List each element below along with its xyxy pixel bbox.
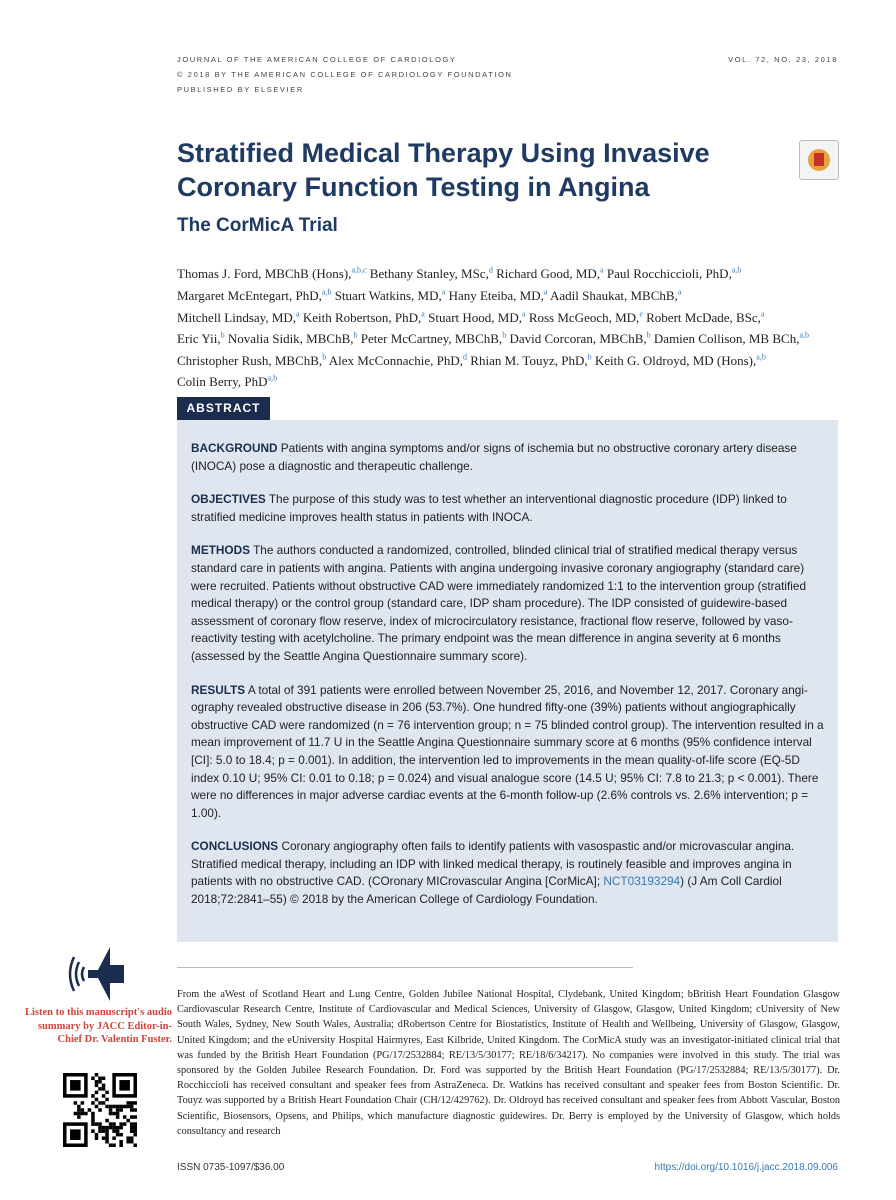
author xyxy=(496,266,607,281)
author xyxy=(449,288,550,303)
author-list xyxy=(177,262,847,392)
author xyxy=(529,310,646,325)
author-name: Richard Good, MD, xyxy=(496,266,601,282)
abstract-section xyxy=(191,682,824,823)
author-name: Novalia Sidik, MBChB, xyxy=(227,331,354,347)
crossmark-icon[interactable] xyxy=(799,140,839,180)
author-name: Aadil Shaukat, MBChB, xyxy=(549,287,678,303)
affiliation-marker[interactable]: a xyxy=(677,287,682,297)
author-name: Christopher Rush, MBChB, xyxy=(177,352,323,368)
author xyxy=(303,310,428,325)
audio-summary-text[interactable]: Listen to this manuscript's audio summary by JACC Editor-in-Chief Dr. Valentin Fuster. xyxy=(24,1007,172,1045)
author-name: Stuart Watkins, MD, xyxy=(334,287,442,303)
affiliation-marker[interactable]: a,b,c xyxy=(351,266,367,275)
qr-code[interactable] xyxy=(63,1073,137,1147)
affiliation-marker[interactable]: a,b xyxy=(321,287,332,297)
affiliation-marker[interactable]: b xyxy=(502,330,507,340)
author-name: Paul Rocchiccioli, PhD, xyxy=(606,266,732,282)
author xyxy=(428,310,529,325)
section-keyword: CONCLUSIONS xyxy=(191,839,279,854)
article-subtitle: The CorMicA Trial xyxy=(177,215,338,236)
section-keyword: METHODS xyxy=(191,543,250,558)
author-name: Rhian M. Touyz, PhD, xyxy=(470,352,588,368)
volume-info: VOL. 72, NO. 23, 2018 xyxy=(728,55,838,64)
author xyxy=(470,353,595,368)
affiliation-marker[interactable]: b xyxy=(322,352,327,362)
affiliation-marker[interactable]: a,b xyxy=(799,330,810,340)
author-name: Mitchell Lindsay, MD, xyxy=(177,309,297,325)
affiliation-marker[interactable]: b xyxy=(353,330,358,340)
author-name: Eric Yii, xyxy=(177,331,221,347)
abstract-heading: ABSTRACT xyxy=(177,397,270,420)
author xyxy=(177,288,335,303)
author-name: Stuart Hood, MD, xyxy=(428,309,522,325)
issn: ISSN 0735-1097/$36.00 xyxy=(177,1162,285,1173)
author xyxy=(177,310,303,325)
author-name: Bethany Stanley, MSc, xyxy=(369,266,489,282)
affiliation-marker[interactable]: b xyxy=(587,352,592,362)
author xyxy=(329,353,471,368)
affiliation-marker[interactable]: d xyxy=(488,266,493,275)
abstract-conclusions xyxy=(191,838,824,908)
affiliation-marker[interactable]: a xyxy=(522,309,526,319)
section-keyword: RESULTS xyxy=(191,682,246,697)
author xyxy=(177,266,370,281)
author xyxy=(550,288,681,303)
author xyxy=(177,374,277,389)
author-name: Hany Eteiba, MD, xyxy=(448,287,544,303)
affiliation-marker[interactable]: a,b xyxy=(756,352,766,362)
trial-registration-link[interactable]: NCT03193294 xyxy=(603,874,681,889)
section-text: The purpose of this study was to test whether an interventional diagnostic procedure (IDP) linked to stratified medicine improves health status in patients with INOCA. xyxy=(191,492,787,524)
author xyxy=(228,331,361,346)
divider xyxy=(177,967,633,968)
author-name: Colin Berry, PhD xyxy=(177,374,268,390)
affiliations-footnote: From the aWest of Scotland Heart and Lung Centre, Golden Jubilee National Hospital, Clydebank, United Kingdom; bBritish Heart Foundation Glasgow Cardiovascular Research Centre, Institute of Cardiovascular and Medical Sciences, University of Glasgow, Glasgow, United Kingdom; cUniversity of New South Wales, Sydney, New South Wales, Australia; dRobertson Centre for Biostatistics, Institute of Health and Wellbeing, University of Glasgow, Glasgow, United Kingdom; and the eUniversity Hospital Hairmyres, East Kilbride, United Kingdom. The CorMicA study was an investigator-initiated clinical trial that was funded by the British Heart Foundation (PG/17/2532884; RE/13/5/30177; RE/18/6/34217). No companies were involved in this study. The trial was sponsored by the Golden Jubilee Research Foundation. Dr. Ford was supported by the British Heart Foundation (PG/17/2532884; RE/13/5/30177). Dr. Rocchiccioli has received consultant and speaker fees from AstraZeneca. Dr. Watkins has received consultant and speaker fees from Boston Scientific. Dr. Touyz was supported by a British Heart Foundation Chair (CH/12/429762). Dr. Oldroyd has received consultant and speaker fees from Abbott Vascular, Boston Scientific, Biosensors, Opsens, and Philips, which manufacture diagnostic guidewires. Dr. Berry is employed by the University of Glasgow, which holds consultancy and research xyxy=(177,989,840,1137)
abstract-section xyxy=(191,491,824,526)
author xyxy=(177,353,329,368)
abstract-section xyxy=(191,440,824,475)
affiliation-marker[interactable]: a xyxy=(600,266,604,275)
affiliation-marker[interactable]: a,b xyxy=(267,374,278,384)
copyright: © 2018 BY THE AMERICAN COLLEGE OF CARDIOLOGY FOUNDATION xyxy=(177,70,513,79)
author xyxy=(509,331,653,346)
author-name: Damien Collison, MB BCh, xyxy=(653,331,800,347)
citation-text: ) (J Am Coll Cardiol 2018;72:2841–55) © 2018 by the American College of Cardiology Foundation. xyxy=(191,874,782,907)
publisher: PUBLISHED BY ELSEVIER xyxy=(177,85,304,94)
author-name: Robert McDade, BSc, xyxy=(646,309,761,325)
author-name: Keith Robertson, PhD, xyxy=(302,309,422,325)
section-keyword: OBJECTIVES xyxy=(191,492,266,507)
abstract-section xyxy=(191,542,824,665)
affiliation-marker[interactable]: d xyxy=(463,352,468,362)
section-text: A total of 391 patients were enrolled between November 25, 2016, and November 12, 2017. Coronary angi-ography revealed obstructive disease in 206 (53.7%). One hundred fifty-one (39%) patients without angiographically obstructive CAD were randomized (n = 76 intervention group; n = 75 blinded control group). The intervention resulted in a mean improvement of 11.7 U in the Seattle Angina Questionnaire summary score at 6 months (95% confidence interval [CI]: 5.0 to 18.4; p = 0.001). In addition, the intervention led to improvements in the mean quality-of-life score (EQ-5D index 0.10 U; 95% CI: 0.01 to 0.18; p = 0.024) and visual analogue score (14.5 U; 95% CI: 7.8 to 21.3; p < 0.001). There were no differences in major adverse cardiac events at the 6-month follow-up (2.6% controls vs. 2.6% intervention; p = 1.00). xyxy=(191,682,824,820)
audio-speaker-icon[interactable] xyxy=(66,943,126,1005)
abstract-box xyxy=(177,420,838,942)
author xyxy=(335,288,449,303)
affiliation-marker[interactable]: a xyxy=(760,309,765,319)
affiliation-marker[interactable]: a xyxy=(543,287,548,297)
author xyxy=(370,266,496,281)
section-keyword: BACKGROUND xyxy=(191,441,278,455)
section-text: Patients with angina symptoms and/or signs of ischemia but no obstructive coronary artery disease (INOCA) pose a diagnostic and therapeutic challenge. xyxy=(191,441,797,473)
author xyxy=(607,266,742,281)
section-text: The authors conducted a randomized, controlled, blinded clinical trial of stratified medical therapy versus standard care in patients with angina. Patients with angina undergoing invasive coronary angiography (standard care) were recruited. Patients without obstructive CAD were immediately randomized 1:1 to the intervention group (stratified medical therapy) or the control group (standard care, IDP sham procedure). The IDP consisted of guidewire-based assessment of coronary flow reserve, index of microcirculatory resistance, fractional flow reserve, followed by vaso-reactivity testing with acetylcholine. The primary endpoint was the mean difference in angina severity at 6 months (assessed by the Seattle Angina Questionnaire summary score). xyxy=(191,543,807,663)
author-name: Margaret McEntegart, PhD, xyxy=(177,287,322,303)
author-name: Peter McCartney, MBChB, xyxy=(360,331,503,347)
affiliation-marker[interactable]: b xyxy=(220,330,225,340)
affiliation-marker[interactable]: e xyxy=(639,309,643,319)
affiliation-marker[interactable]: a xyxy=(296,309,300,319)
author xyxy=(177,331,228,346)
journal-name: JOURNAL OF THE AMERICAN COLLEGE OF CARDIOLOGY xyxy=(177,55,457,64)
affiliation-marker[interactable]: a xyxy=(441,287,446,297)
author-name: Alex McConnachie, PhD, xyxy=(328,352,464,368)
author-name: David Corcoran, MBChB, xyxy=(509,331,647,347)
doi-link[interactable]: https://doi.org/10.1016/j.jacc.2018.09.006 xyxy=(654,1162,838,1173)
article-title: Stratified Medical Therapy Using Invasive Coronary Function Testing in Angina xyxy=(177,138,710,202)
author-name: Ross McGeoch, MD, xyxy=(528,309,640,325)
author xyxy=(654,331,809,346)
author xyxy=(646,310,764,325)
affiliation-marker[interactable]: a xyxy=(421,309,425,319)
affiliation-marker[interactable]: b xyxy=(646,330,651,340)
affiliation-marker[interactable]: a,b xyxy=(731,266,742,275)
section-text: Coronary angiography often fails to identify patients with vasospastic and/or microvascular angina. Stratified medical therapy, including an IDP with linked medical therapy, is routinely feasible and improves angina in patients with no obstructive CAD. (COronary MICrovascular Angina [CorMicA]; xyxy=(191,839,795,889)
author-name: Keith G. Oldroyd, MD (Hons), xyxy=(594,352,757,368)
author xyxy=(595,353,766,368)
author-name: Thomas J. Ford, MBChB (Hons), xyxy=(177,266,352,282)
author xyxy=(361,331,510,346)
